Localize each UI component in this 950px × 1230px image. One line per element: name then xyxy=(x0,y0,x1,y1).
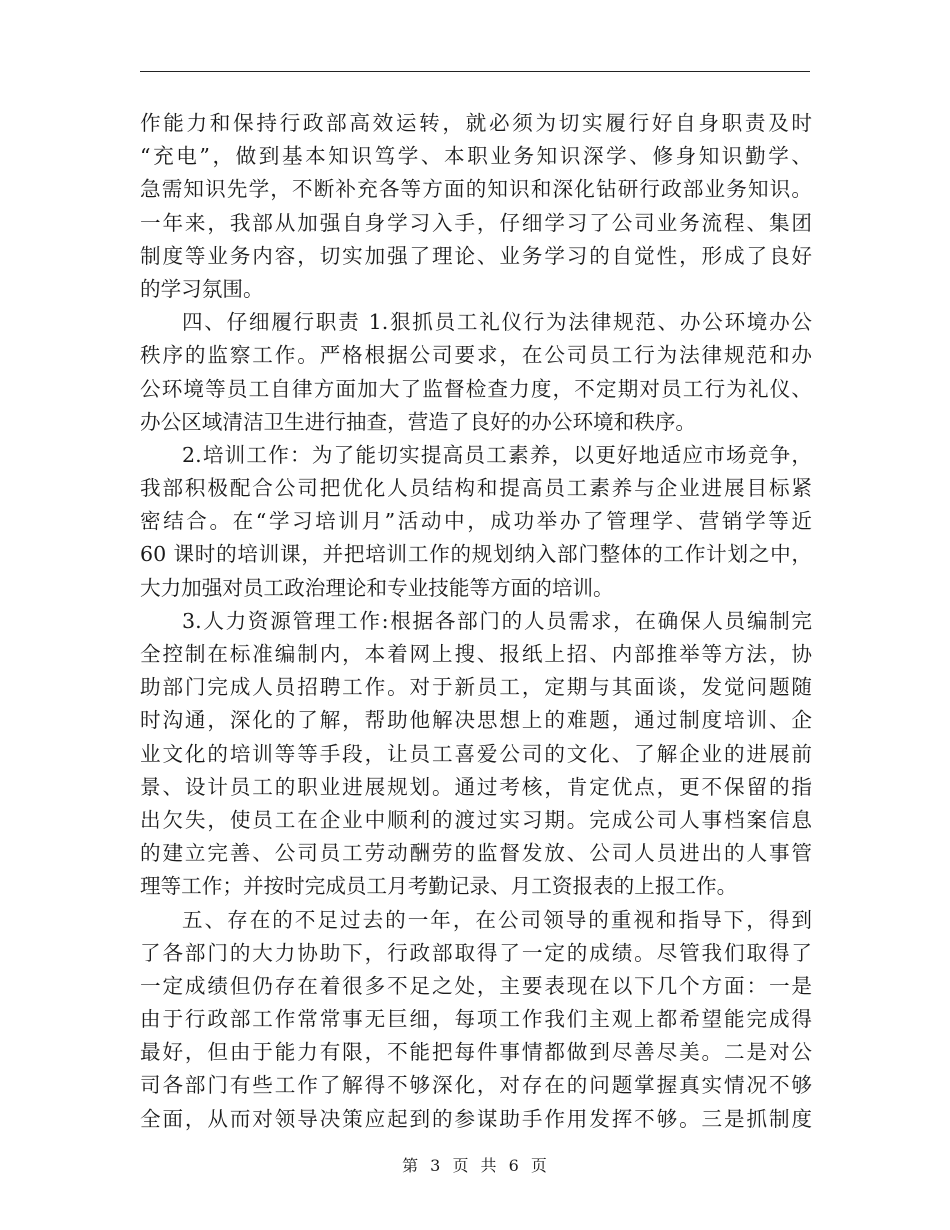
text-line: 全面，从而对领导决策应起到的参谋助手作用发挥不够。三是抓制度 xyxy=(140,1106,812,1131)
text-line: 时沟通，深化的了解，帮助他解决思想上的难题，通过制度培训、企 xyxy=(140,708,812,733)
text-line: 业文化的培训等等手段，让员工喜爱公司的文化、了解企业的进展前 xyxy=(140,741,812,766)
text-line: 最好，但由于能力有限，不能把每件事情都做到尽善尽美。二是对公 xyxy=(140,1040,812,1065)
text-line: 制度等业务内容，切实加强了理论、业务学习的自觉性，形成了良好 xyxy=(140,243,812,268)
text-line: 我部积极配合公司把优化人员结构和提高员工素养与企业进展目标紧 xyxy=(140,476,812,501)
text-line: 大力加强对员工政治理论和专业技能等方面的培训。 xyxy=(140,575,614,600)
section-heading-line: 五、存在的不足过去的一年，在公司领导的重视和指导下，得到 xyxy=(182,907,812,932)
text-line: 急需知识先学，不断补充各等方面的知识和深化钻研行政部业务知识。 xyxy=(140,177,812,202)
text-line: 密结合。在“学习培训月”活动中，成功举办了管理学、营销学等近 xyxy=(140,509,812,534)
text-line: 了各部门的大力协助下，行政部取得了一定的成绩。尽管我们取得了 xyxy=(140,940,812,965)
text-line: 出欠失，使员工在企业中顺利的渡过实习期。完成公司人事档案信息 xyxy=(140,807,812,832)
section-heading-line: 四、仔细履行职责 1.狠抓员工礼仪行为法律规范、办公环境办公 xyxy=(182,310,812,335)
text-line: 办公区域清洁卫生进行抽查，营造了良好的办公环境和秩序。 xyxy=(140,409,697,434)
text-line: 景、设计员工的职业进展规划。通过考核，肯定优点，更不保留的指 xyxy=(140,774,812,799)
paragraph-start-line: 3.人力资源管理工作:根据各部门的人员需求，在确保人员编制完 xyxy=(182,608,812,633)
text-line: 公环境等员工自律方面加大了监督检查力度，不定期对员工行为礼仪、 xyxy=(140,376,812,401)
text-line: 由于行政部工作常常事无巨细，每项工作我们主观上都希望能完成得 xyxy=(140,1007,812,1032)
text-line: 的建立完善、公司员工劳动酬劳的监督发放、公司人员进出的人事管 xyxy=(140,841,812,866)
text-line: 一年来，我部从加强自身学习入手，仔细学习了公司业务流程、集团 xyxy=(140,210,812,235)
text-line: 秩序的监察工作。严格根据公司要求，在公司员工行为法律规范和办 xyxy=(140,343,812,368)
page-number-footer: 第 3 页 共 6 页 xyxy=(402,1156,548,1175)
paragraph-start-line: 2.培训工作：为了能切实提高员工素养，以更好地适应市场竞争， xyxy=(182,442,812,467)
text-line: “充电”，做到基本知识笃学、本职业务知识深学、修身知识勤学、 xyxy=(140,144,812,169)
document-body xyxy=(140,107,812,1136)
text-line: 作能力和保持行政部高效运转，就必须为切实履行好自身职责及时 xyxy=(140,111,812,135)
header-rule xyxy=(140,71,810,72)
text-line: 全控制在标准编制内，本着网上搜、报纸上招、内部推举等方法，协 xyxy=(140,642,812,666)
text-line: 的学习氛围。 xyxy=(140,276,264,301)
text-line: 助部门完成人员招聘工作。对于新员工，定期与其面谈，发觉问题随 xyxy=(140,675,812,700)
text-line: 理等工作；并按时完成员工月考勤记录、月工资报表的上报工作。 xyxy=(140,874,738,899)
text-line: 司各部门有些工作了解得不够深化，对存在的问题掌握真实情况不够 xyxy=(140,1073,812,1098)
text-line: 一定成绩但仍存在着很多不足之处，主要表现在以下几个方面：一是 xyxy=(140,973,812,998)
text-line: 60 课时的培训课，并把培训工作的规划纳入部门整体的工作计划之中， xyxy=(140,542,812,567)
